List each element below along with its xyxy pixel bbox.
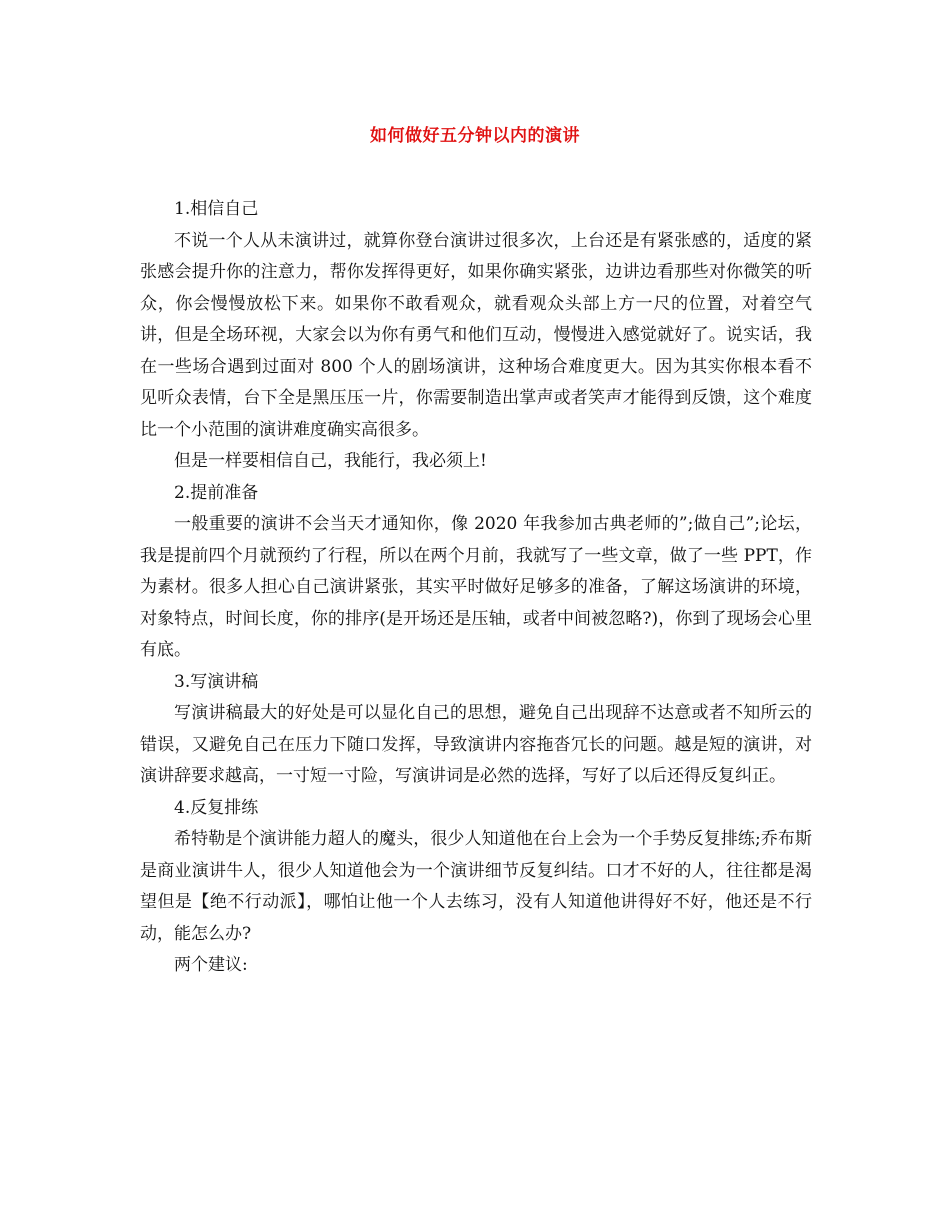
section-heading: 2.提前准备	[174, 482, 259, 503]
section-heading: 3.写演讲稿	[174, 671, 259, 692]
section-heading: 4.反复排练	[174, 797, 259, 818]
paragraph: 一般重要的演讲不会当天才通知你，像 2020 年我参加古典老师的”;做自己”;论坛，我是提前四个月就预约了行程，所以在两个月前，我就写了一些文章，做了一些 PPT，作为素材。很多人担心自己演讲紧张，其实平时做好足够多的准备，了解这场演讲的环境，对象特点，时间长度，你的排序(是开场还是压轴，或者中间被忽略?)，你到了现场会心里有底。	[140, 514, 812, 660]
paragraph: 但是一样要相信自己，我能行，我必须上!	[174, 451, 487, 471]
section-heading: 1.相信自己	[174, 199, 259, 219]
document-body	[140, 194, 812, 982]
paragraph: 希特勒是个演讲能力超人的魔头，很少人知道他在台上会为一个手势反复排练;乔布斯是商业演讲牛人，很少人知道他会为一个演讲细节反复纠结。口才不好的人，往往都是渴望但是【绝不行动派】，哪怕让他一个人去练习，没有人知道他讲得好不好，他还是不行动，能怎么办?	[140, 829, 812, 944]
document-title: 如何做好五分钟以内的演讲	[370, 126, 580, 146]
paragraph: 两个建议:	[174, 955, 248, 975]
paragraph: 不说一个人从未演讲过，就算你登台演讲过很多次，上台还是有紧张感的，适度的紧张感会提升你的注意力，帮你发挥得更好，如果你确实紧张，边讲边看那些对你微笑的听众，你会慢慢放松下来。如果你不敢看观众，就看观众头部上方一尺的位置，对着空气讲，但是全场环视，大家会以为你有勇气和他们互动，慢慢进入感觉就好了。说实话，我在一些场合遇到过面对 800 个人的剧场演讲，这种场合难度更大。因为其实你根本看不见听众表情，台下全是黑压压一片，你需要制造出掌声或者笑声才能得到反馈，这个难度比一个小范围的演讲难度确实高很多。	[140, 230, 812, 440]
paragraph: 写演讲稿最大的好处是可以显化自己的思想，避免自己出现辞不达意或者不知所云的错误，又避免自己在压力下随口发挥，导致演讲内容拖沓冗长的问题。越是短的演讲，对演讲辞要求越高，一寸短一寸险，写演讲词是必然的选择，写好了以后还得反复纠正。	[140, 703, 812, 786]
